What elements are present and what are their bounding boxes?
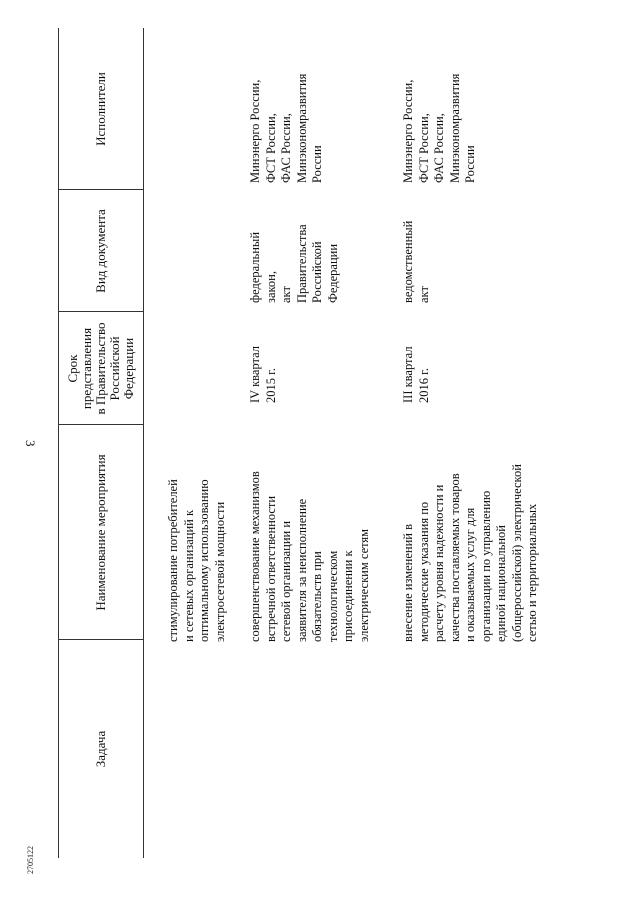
row3-doc-type: ведомственный акт xyxy=(401,220,431,303)
page-number: 3 xyxy=(23,440,38,447)
header-deadline: Срок представления в Правительство Российской Федерации xyxy=(64,322,136,415)
row2-measure: совершенствование механизмов встречной ответственности сетевой организации и заявителя за неисполнение обязательств при технологическом присоединении к электрическим сетям xyxy=(248,471,371,642)
row3-deadline: III квартал 2016 г. xyxy=(401,346,431,403)
row3-measure: внесение изменений в методические указания по расчету уровня надежности и качества поставляемых товаров и оказываемых услуг для организации по управлению единой национальной (общероссийской) электрической сетью и территориальных xyxy=(401,464,539,642)
row3-executors: Минэнерго России, ФСТ России, ФАС России, Минэкономразвития России xyxy=(401,73,477,183)
row1-measure: стимулирование потребителей и сетевых организаций к оптимальному использованию электросетевой мощности xyxy=(166,479,227,642)
measures-table xyxy=(58,28,563,858)
row2-deadline: IV квартал 2015 г. xyxy=(248,345,278,403)
header-measure: Наименование мероприятия xyxy=(92,454,108,611)
header-executors: Исполнители xyxy=(92,72,108,146)
header-divider xyxy=(143,28,144,858)
document-code: 2705122 xyxy=(26,846,35,874)
header-task: Задача xyxy=(92,730,108,768)
row2-executors: Минэнерго России, ФСТ России, ФАС России, Минэкономразвития России xyxy=(248,73,324,183)
row2-doc-type: федеральный закон, акт Правительства Российской Федерации xyxy=(248,224,340,303)
header-doc-type: Вид документа xyxy=(92,209,108,293)
